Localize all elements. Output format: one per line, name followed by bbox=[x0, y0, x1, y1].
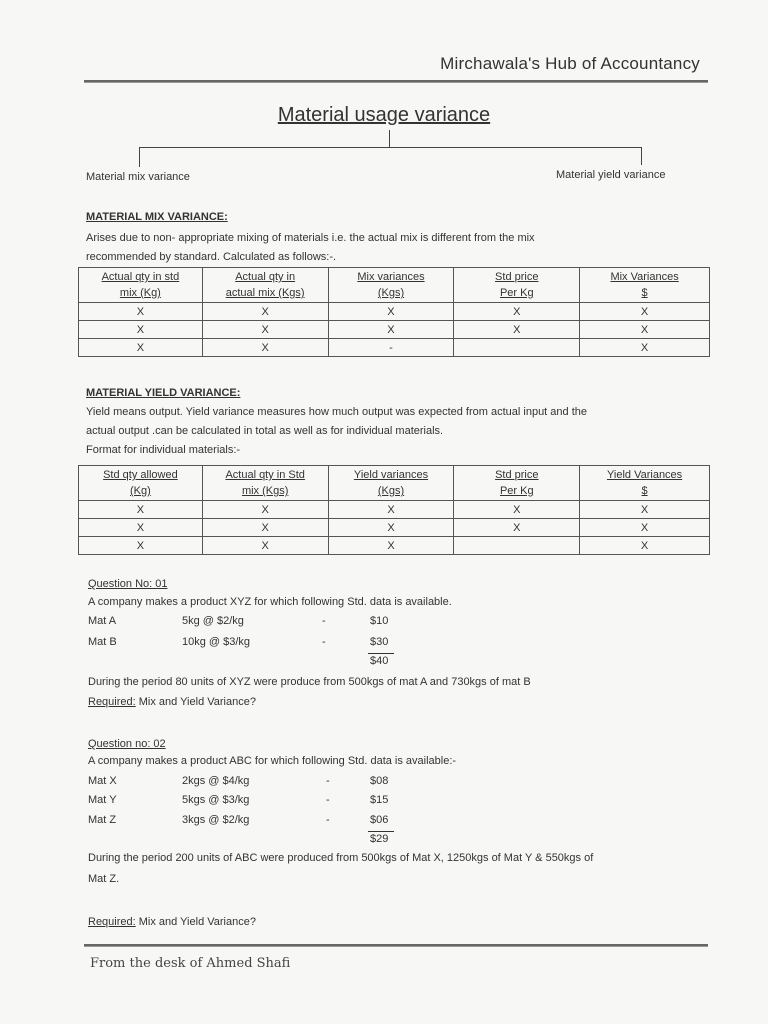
question-1-during: During the period 80 units of XYZ were produce from 500kgs of mat A and 730kgs of mat B bbox=[88, 676, 531, 688]
q2-mat-y-amount: $15 bbox=[370, 794, 389, 806]
q2-total: $29 bbox=[370, 833, 389, 845]
table-cell: X bbox=[202, 303, 328, 321]
table-cell: X bbox=[580, 321, 710, 339]
q1-mat-b-amount: $30 bbox=[370, 636, 389, 648]
table-cell: X bbox=[202, 321, 328, 339]
q2-mat-y-name: Mat Y bbox=[88, 794, 117, 806]
table-cell: X bbox=[328, 537, 454, 555]
required-label: Required: bbox=[88, 696, 136, 708]
column-header: Yield Variances $ bbox=[580, 466, 710, 501]
q2-mat-z-name: Mat Z bbox=[88, 814, 117, 826]
column-header: Actual qty in Std mix (Kgs) bbox=[202, 466, 328, 501]
table-row bbox=[79, 519, 710, 537]
required-text: Mix and Yield Variance? bbox=[135, 916, 256, 928]
table-cell: X bbox=[79, 321, 203, 339]
mix-variance-branch-label: Material mix variance bbox=[86, 171, 190, 183]
table-cell: X bbox=[79, 339, 203, 357]
page-title: Material usage variance bbox=[277, 104, 491, 126]
table-cell: X bbox=[328, 321, 454, 339]
q2-mat-x-name: Mat X bbox=[88, 775, 117, 787]
table-cell bbox=[454, 339, 580, 357]
tree-bar bbox=[139, 147, 642, 148]
yield-variance-branch-label: Material yield variance bbox=[556, 169, 666, 181]
q2-total-rule bbox=[368, 831, 394, 832]
mix-variance-table bbox=[78, 267, 710, 357]
question-2-during-line-1: During the period 200 units of ABC were produced from 500kgs of Mat X, 1250kgs of Mat Y & 550kgs of bbox=[88, 852, 594, 864]
table-row bbox=[79, 537, 710, 555]
mix-text-line-2: recommended by standard. Calculated as follows:-. bbox=[86, 251, 337, 263]
table-cell: X bbox=[202, 537, 328, 555]
question-2-heading: Question no: 02 bbox=[88, 738, 166, 750]
table-row bbox=[79, 501, 710, 519]
table-cell: X bbox=[202, 501, 328, 519]
table-cell: X bbox=[79, 537, 203, 555]
header-divider bbox=[84, 80, 708, 83]
yield-text-line-1: Yield means output. Yield variance measures how much output was expected from actual input and the bbox=[86, 406, 587, 418]
table-cell: X bbox=[454, 321, 580, 339]
yield-text-line-3: Format for individual materials:- bbox=[86, 444, 241, 456]
table-cell bbox=[454, 537, 580, 555]
table-cell: X bbox=[328, 501, 454, 519]
q1-mat-a-amount: $10 bbox=[370, 615, 389, 627]
q2-mat-z-amount: $06 bbox=[370, 814, 389, 826]
q1-mat-b-dash: - bbox=[322, 636, 326, 648]
column-header: Std price Per Kg bbox=[454, 268, 580, 303]
column-header: Std price Per Kg bbox=[454, 466, 580, 501]
question-2-required bbox=[88, 916, 256, 928]
column-header: Actual qty in actual mix (Kgs) bbox=[202, 268, 328, 303]
table-cell: X bbox=[328, 303, 454, 321]
table-row bbox=[79, 303, 710, 321]
question-2-intro: A company makes a product ABC for which following Std. data is available:- bbox=[88, 755, 457, 767]
question-1-required bbox=[88, 696, 256, 708]
header-title: Mirchawala's Hub of Accountancy bbox=[440, 54, 700, 73]
q1-mat-b-qty: 10kg @ $3/kg bbox=[182, 636, 251, 648]
table-cell: X bbox=[580, 501, 710, 519]
footer-text: From the desk of Ahmed Shafi bbox=[90, 956, 291, 971]
table-cell: X bbox=[79, 303, 203, 321]
table-cell: X bbox=[454, 501, 580, 519]
q1-mat-a-name: Mat A bbox=[88, 615, 117, 627]
required-text: Mix and Yield Variance? bbox=[135, 696, 256, 708]
q1-mat-b-name: Mat B bbox=[88, 636, 117, 648]
column-header: Actual qty in std mix (Kg) bbox=[79, 268, 203, 303]
yield-variance-table bbox=[78, 465, 710, 555]
q1-mat-a-dash: - bbox=[322, 615, 326, 627]
table-cell: X bbox=[79, 519, 203, 537]
question-1-heading: Question No: 01 bbox=[88, 578, 168, 590]
column-header: Std qty allowed (Kg) bbox=[79, 466, 203, 501]
footer-divider bbox=[84, 944, 708, 947]
column-header: Yield variances (Kgs) bbox=[328, 466, 454, 501]
q1-mat-a-qty: 5kg @ $2/kg bbox=[182, 615, 244, 627]
table-cell: - bbox=[328, 339, 454, 357]
mix-section-text bbox=[86, 229, 706, 267]
required-label: Required: bbox=[88, 916, 136, 928]
q2-mat-x-dash: - bbox=[326, 775, 330, 787]
q1-total: $40 bbox=[370, 655, 389, 667]
yield-section-text bbox=[86, 403, 706, 460]
question-1-intro: A company makes a product XYZ for which following Std. data is available. bbox=[88, 596, 452, 608]
q2-mat-y-dash: - bbox=[326, 794, 330, 806]
q2-mat-z-dash: - bbox=[326, 814, 330, 826]
table-cell: X bbox=[202, 339, 328, 357]
tree-left-drop bbox=[139, 147, 140, 167]
q2-mat-x-qty: 2kgs @ $4/kg bbox=[182, 775, 250, 787]
mix-section-heading: MATERIAL MIX VARIANCE: bbox=[86, 211, 228, 223]
table-cell: X bbox=[580, 519, 710, 537]
table-header-row bbox=[79, 466, 710, 501]
table-cell: X bbox=[580, 339, 710, 357]
table-header-row bbox=[79, 268, 710, 303]
q2-mat-z-qty: 3kgs @ $2/kg bbox=[182, 814, 250, 826]
table-row bbox=[79, 339, 710, 357]
table-cell: X bbox=[328, 519, 454, 537]
table-cell: X bbox=[454, 519, 580, 537]
tree-right-drop bbox=[641, 147, 642, 165]
table-cell: X bbox=[580, 537, 710, 555]
column-header: Mix Variances $ bbox=[580, 268, 710, 303]
yield-section-heading: MATERIAL YIELD VARIANCE: bbox=[86, 387, 241, 399]
column-header: Mix variances (Kgs) bbox=[328, 268, 454, 303]
table-cell: X bbox=[580, 303, 710, 321]
tree-stem bbox=[389, 130, 390, 148]
table-cell: X bbox=[454, 303, 580, 321]
table-row bbox=[79, 321, 710, 339]
q2-mat-y-qty: 5kgs @ $3/kg bbox=[182, 794, 250, 806]
question-2-during-line-2: Mat Z. bbox=[88, 873, 120, 885]
q1-total-rule bbox=[368, 653, 394, 654]
q2-mat-x-amount: $08 bbox=[370, 775, 389, 787]
yield-text-line-2: actual output .can be calculated in total as well as for individual materials. bbox=[86, 425, 444, 437]
table-cell: X bbox=[79, 501, 203, 519]
table-cell: X bbox=[202, 519, 328, 537]
mix-text-line-1: Arises due to non- appropriate mixing of materials i.e. the actual mix is different from the mix bbox=[86, 232, 535, 244]
